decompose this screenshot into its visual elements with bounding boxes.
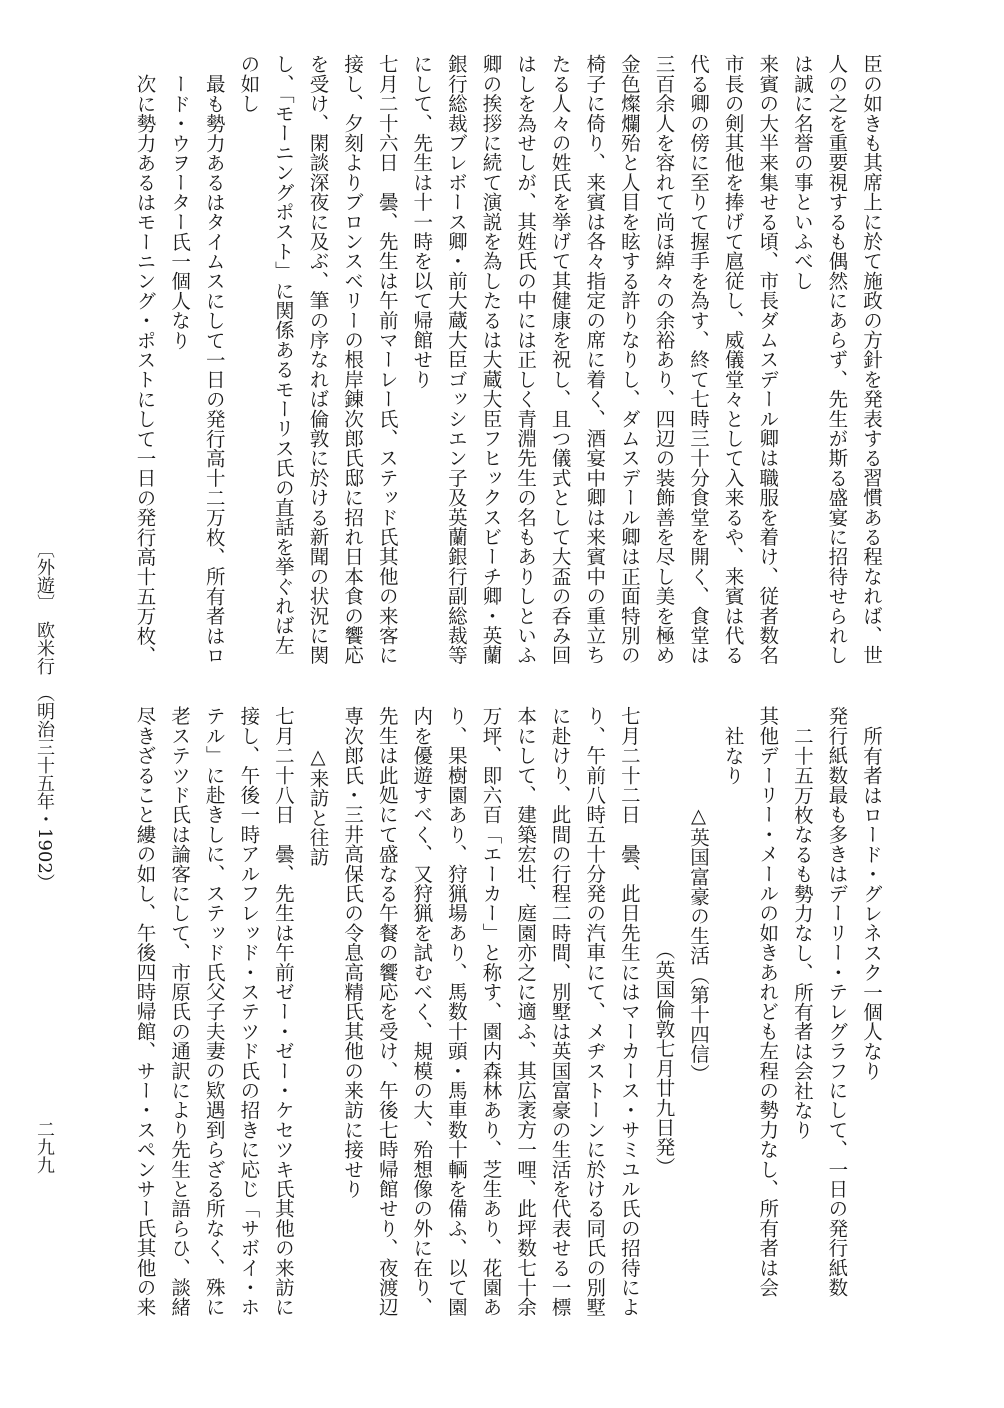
text-line: 其他デーリー・メールの如きあれども左程の勢力なし、所有者は会 xyxy=(756,706,780,1297)
text-line: 七月二十八日 曇、先生は午前ゼー・ゼー・ケセツキ氏其他の来訪に xyxy=(271,706,295,1317)
text-line: の如し xyxy=(237,54,261,114)
text-line: 代る卿の傍に至りて握手を為す、終て七時三十分食堂を開く、食堂は xyxy=(687,54,711,665)
running-head: 〔外遊〕 欧米行 （明治三十五年・1902） xyxy=(34,540,55,892)
text-line: 臣の如きも其席上に於て施政の方針を発表する習慣ある程なれば、世 xyxy=(860,54,883,665)
text-line: たる人々の姓氏を挙げて其健康を祝し、且つ儀式として大盃の呑み回 xyxy=(548,54,572,665)
text-line: 七月二十二日 曇、此日先生にはマーカース・サミユル氏の招待によ xyxy=(617,706,641,1317)
text-line: はしを為せしが、其姓氏の中には正しく青淵先生の名もありしといふ xyxy=(514,54,538,665)
section-heading: △来訪と往訪 xyxy=(306,745,330,867)
text-line: 社なり xyxy=(721,725,745,785)
text-line: 本にして、建築宏壮、庭園亦之に適ふ、其広袤方一哩、此坪数七十余 xyxy=(514,706,538,1317)
lower-text-block xyxy=(127,706,888,1321)
text-line: 万坪、即六百「エーカー」と称す、園内森林あり、芝生あり、花園あ xyxy=(479,706,503,1317)
text-line: 人の之を重要視するも偶然にあらず、先生が斯る盛宴に招待せられし xyxy=(825,54,849,665)
text-line: ード・ウヲーター氏一個人なり xyxy=(168,73,192,350)
text-line: 市長の剣其他を捧げて扈従し、威儀堂々として入来るや、来賓は代る xyxy=(721,54,745,665)
text-line: 所有者はロード・グレネスク一個人なり xyxy=(860,725,883,1081)
text-line: り、果樹園あり、狩猟場あり、馬数十頭・馬車数十輌を備ふ、以て園 xyxy=(444,706,468,1317)
text-line: 内を優遊すべく、又狩猟を試むべく、規模の大、殆想像の外に在り、 xyxy=(410,706,434,1317)
text-line: 専次郎氏・三井高保氏の令息高精氏其他の来訪に接せり xyxy=(341,706,365,1199)
text-line: を受け、閑談深夜に及ぶ、筆の序なれば倫敦に於ける新聞の状況に関 xyxy=(306,54,330,665)
text-line: に赴けり、此間の行程二時間、別墅は英国富豪の生活を代表せる一標 xyxy=(548,706,572,1317)
text-line: 卿の挨拶に続て演説を為したるは大蔵大臣フヒックスビーチ卿・英蘭 xyxy=(479,54,503,665)
text-line: 二十五万枚なるも勢力なし、所有者は会社なり xyxy=(790,725,814,1140)
text-line: 来賓の大半来集せる頃、市長ダムスデール卿は職服を着け、従者数名 xyxy=(756,54,780,665)
dateline: （英国倫敦七月廿九日発） xyxy=(652,940,676,1177)
page-number: 二九九 xyxy=(34,1120,55,1174)
upper-text-block xyxy=(127,54,888,674)
text-line: 尽きざること縷の如し、午後四時帰館、サー・スペンサー氏其他の来 xyxy=(133,706,157,1317)
text-line: 次に勢力あるはモーニング・ポストにして一日の発行高十五万枚、 xyxy=(133,73,157,665)
text-line: 銀行総裁ブレボース卿・前大蔵大臣ゴッシエン子及英蘭銀行副総裁等 xyxy=(444,54,468,665)
text-line: 先生は此処にて盛なる午餐の饗応を受け、午後七時帰館せり、夜渡辺 xyxy=(375,706,399,1317)
text-line: テル」に赴きしに、ステッド氏父子夫妻の欵遇到らざる所なく、殊に xyxy=(202,706,226,1317)
text-line: 発行紙数最も多きはデーリー・テレグラフにして、一日の発行紙数 xyxy=(825,706,849,1297)
text-line: 接し、午後一時アルフレッド・ステツド氏の招きに応じ「サボイ・ホ xyxy=(237,706,261,1317)
text-line: 最も勢力あるはタイムスにして一日の発行高十二万枚、所有者はロ xyxy=(202,73,226,665)
text-line: 接し、夕刻よりブロンスベリーの根岸錬次郎氏邸に招れ日本食の饗応 xyxy=(341,54,365,665)
section-heading: △英国富豪の生活（第十四信） xyxy=(687,803,711,1083)
text-line: 老ステツド氏は論客にして、市原氏の通訳により先生と語らひ、談緒 xyxy=(168,706,192,1317)
text-line: は誠に名誉の事といふべし xyxy=(790,54,814,291)
text-line: 三百余人を容れて尚ほ綽々の余裕あり、四辺の装飾善を尽し美を極め xyxy=(652,54,676,665)
text-line: し、「モーニングポスト」に関係あるモーリス氏の直話を挙ぐれば左 xyxy=(271,54,295,655)
text-line: にして、先生は十一時を以て帰館せり xyxy=(410,54,434,389)
text-line: 金色燦爛殆と人目を眩する許りなりし、ダムスデール卿は正面特別の xyxy=(617,54,641,665)
text-line: り、午前八時五十分発の汽車にて、メヂストーンに於ける同氏の別墅 xyxy=(583,706,607,1317)
text-line: 椅子に倚り、来賓は各々指定の席に着く、酒宴中卿は来賓中の重立ち xyxy=(583,54,607,665)
text-line: 七月二十六日 曇、先生は午前マーレー氏、ステッド氏其他の来客に xyxy=(375,54,399,665)
